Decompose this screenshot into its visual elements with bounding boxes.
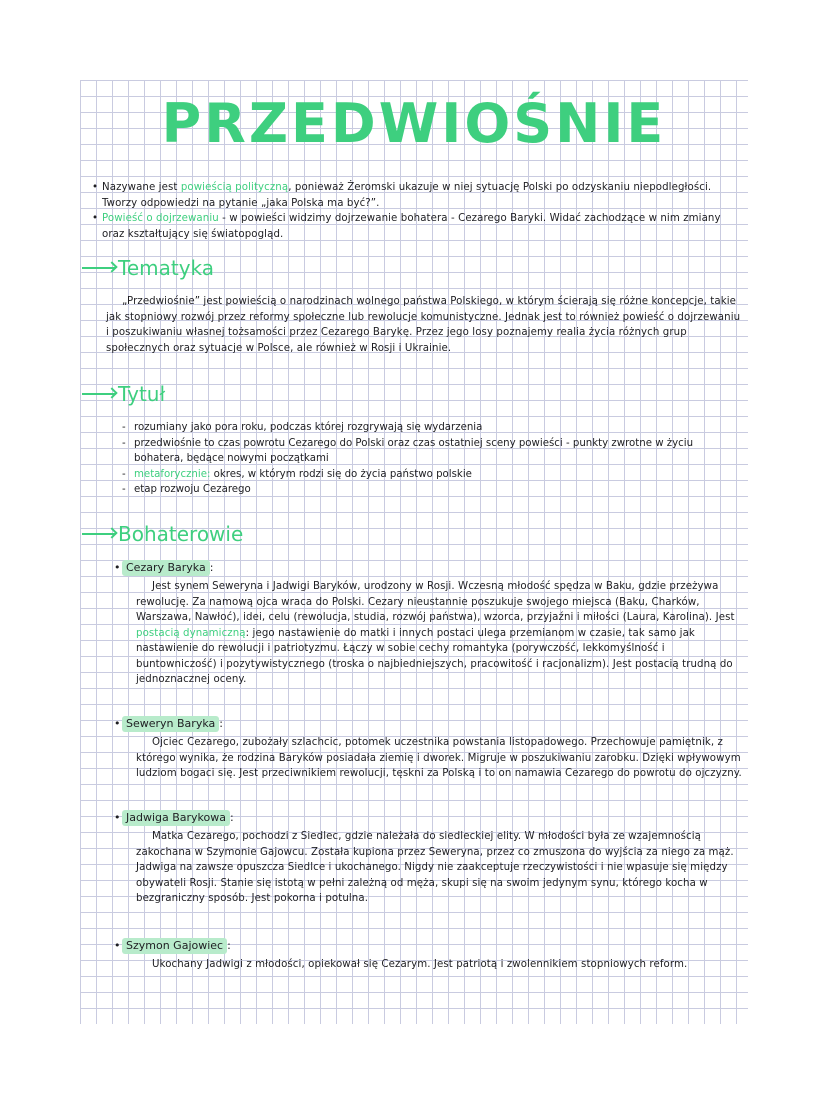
character-name: Jadwiga Barykowa [122, 810, 230, 826]
character-jadwiga [114, 810, 744, 907]
character-cezary [114, 560, 744, 688]
item-text: przedwiośnie to czas powrotu Cezarego do Polski oraz czas ostatniej sceny powieści - punkty zwrotne w życiu bohatera, będące nowymi początkami [134, 437, 694, 464]
bullet-dot-icon: • [114, 939, 121, 952]
description-keyword: postacią dynamiczną [136, 627, 246, 639]
character-name: Cezary Baryka [122, 560, 210, 576]
description-text: Jest synem Seweryna i Jadwigi Baryków, urodzony w Rosji. Wczesną młodość spędza w Baku, gdzie przeżywa rewolucję. Za namową ojca wraca do Polski. Cezary nieustannie poszukuje swojego miejsca (Baku, Charków, Warszawa, Nawłoć), idei, celu (rewolucja, studia, rozwój państwa), wzorca, przyjaźni i miłości (Laura, Karolina). Jest [136, 581, 735, 623]
tytul-list [122, 420, 742, 498]
item-keyword: metaforycznie: [134, 468, 211, 480]
bullet-dot-icon: • [114, 717, 121, 730]
intro-bullet-2 [92, 211, 742, 242]
character-description: Ukochany Jadwigi z młodości, opiekował się Cezarym. Jest patriotą i zwolennikiem stopniowych reform. [152, 959, 688, 970]
heading-label: Tematyka [118, 256, 215, 280]
section-heading-tytul [82, 382, 165, 406]
character-name-row: • Cezary Baryka : [114, 561, 214, 574]
section-heading-bohaterowie [82, 522, 243, 546]
character-description: Ojciec Cezarego, zubożały szlachcic, potomek uczestnika powstania listopadowego. Przechowuje pamiętnik, z którego wynika, że rodzina Baryków posiadała ziemię i dworek. Migruje w poszukiwaniu zarobku. Dzięki wpływowym ludziom bogaci się. Jest przeciwnikiem rewolucji, tęskni za Polską i to on namawia Cezarego do powrotu do ojczyzny. [136, 737, 742, 779]
character-description [136, 579, 744, 688]
arrow-right-icon [82, 533, 116, 535]
item-text: okres, w którym rodzi się do życia państwo polskie [210, 468, 472, 480]
character-name-row: • Seweryn Baryka : [114, 717, 223, 730]
character-name: Szymon Gajowiec [122, 938, 227, 954]
list-item [122, 467, 742, 483]
intro-text: Nazywane jest [102, 182, 181, 193]
character-name-row: • Jadwiga Barykowa : [114, 811, 234, 824]
character-name-row: • Szymon Gajowiec : [114, 939, 231, 952]
arrow-right-icon [82, 267, 116, 269]
intro-keyword: powieścią polityczną [180, 182, 289, 193]
bullet-dot-icon: • [114, 811, 121, 824]
section-heading-tematyka [82, 256, 214, 280]
intro-bullet-1 [92, 180, 742, 211]
intro-text: , ponieważ Żeromski ukazuje w niej sytuację Polski po odzyskaniu niepodległości. Tworzy odpowiedzi na pytanie „jaka Polska ma być?”. [102, 182, 712, 209]
arrow-right-icon [82, 393, 116, 395]
page-title: PRZEDWIOŚNIE [161, 92, 667, 155]
character-description: Matka Cezarego, pochodzi z Siedlec, gdzie należała do siedleckiej elity. W młodości była ze wzajemnością zakochana w Szymonie Gajowcu. Została kupiona przez Seweryna, przez co zmuszona do wyjścia za niego za mąż. Jadwiga na zawsze opuszcza Siedlce i ukochanego. Nigdy nie zaakceptuje rzeczywistości i nie wpasuje się między obywateli Rosji. Stanie się istotą w pełni zależną od męża, skupi się na swoim jedynym synu, którego kocha w bezgraniczny sposób. Jest pokorna i potulna. [136, 831, 734, 904]
item-text: rozumiany jako pora roku, podczas której rozgrywają się wydarzenia [134, 422, 483, 433]
tematyka-paragraph: „Przedwiośnie” jest powieścią o narodzinach wolnego państwa Polskiego, w którym ścierają się różne koncepcje, takie jak stopniowy rozwój przez reformy społeczne lub rewolucje komunistyczne. Jednak jest to również powieść o dojrzewaniu i poszukiwaniu własnej tożsamości przez Cezarego Barykę. Przez jego losy poznajemy realia życia różnych grup społecznych oraz sytuacje w Polsce, ale również w Rosji i Ukrainie. [106, 296, 741, 354]
character-name: Seweryn Baryka [122, 716, 219, 732]
list-item [122, 482, 742, 498]
item-text: etap rozwoju Cezarego [134, 484, 251, 495]
intro-keyword: Powieść o dojrzewaniu [102, 213, 219, 224]
heading-label: Tytuł [118, 382, 166, 406]
list-item [122, 420, 742, 436]
description-text: : jego nastawienie do matki i innych postaci ulega przemianom w czasie, tak samo jak nastawienie do rewolucji i patriotyzmu. Łączy w sobie cechy romantyka (porywczość, lekkomyślność i buntowniczość) i pozytywistycznego (troska o najbiedniejszych, pracowitość i racjonalizm). Jest postacią trudną do jednoznacznej oceny. [136, 627, 733, 685]
intro-text: - w powieści widzimy dojrzewanie bohatera - Cezarego Baryki. Widać zachodzące w nim zmiany oraz kształtujący się światopogląd. [102, 213, 721, 240]
character-seweryn [114, 716, 744, 782]
bullet-dot-icon: • [114, 561, 121, 574]
bullet-dot-icon: • [92, 213, 99, 224]
character-szymon [114, 938, 744, 973]
list-item [122, 436, 742, 467]
bullet-dot-icon: • [92, 182, 99, 193]
notes-page [80, 80, 748, 1024]
heading-label: Bohaterowie [118, 522, 244, 546]
